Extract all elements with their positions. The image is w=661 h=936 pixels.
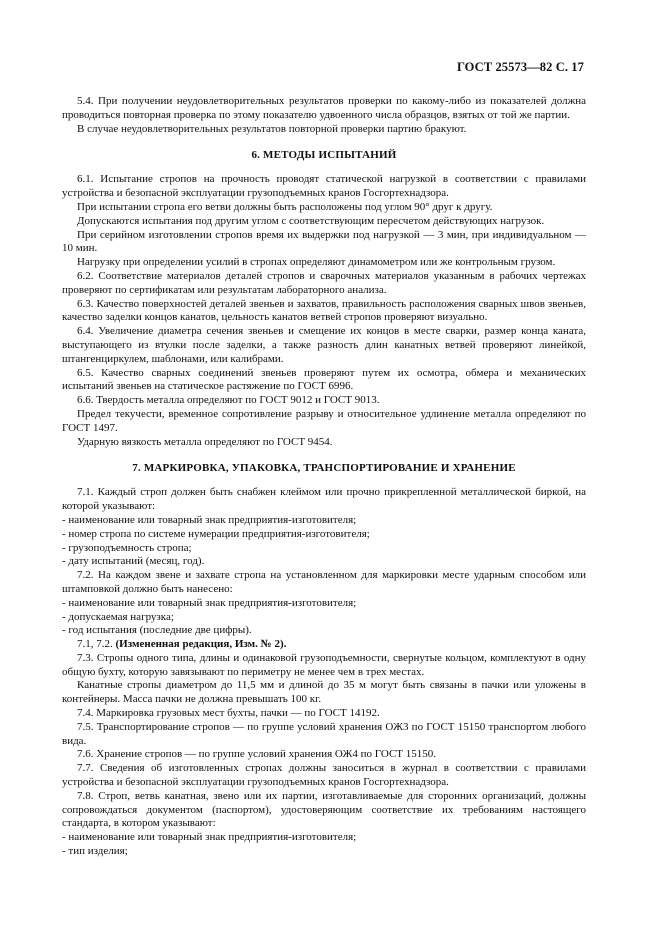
- list-item: - допускаемая нагрузка;: [62, 610, 174, 623]
- paragraph: 7.7. Сведения об изготовленных стропах должны заноситься в журнал в соответствии с правилами устройства и безопасной эксплуатации грузоподъемных кранов Госгортехнадзора.: [62, 762, 586, 789]
- edition-note-paragraph: [62, 638, 586, 652]
- paragraph: 7.2. На каждом звене и захвате стропа на установленном для маркировки месте ударным способом или штамповкой должно быть нанесено:: [62, 569, 586, 595]
- section-5-tail: [62, 95, 586, 136]
- paragraph: 7.1. Каждый строп должен быть снабжен клеймом или прочно прикрепленной металлической биркой, на которой указывают:: [62, 486, 586, 513]
- paragraph: 6.1. Испытание стропов на прочность проводят статической нагрузкой в соответствии с правилами устройства и безопасной эксплуатации грузоподъемных кранов Госгортехнадзора.: [62, 173, 586, 200]
- list-item: - номер стропа по системе нумерации предприятия-изготовителя;: [62, 527, 370, 540]
- section-7-body: [62, 486, 586, 859]
- paragraph: 6.4. Увеличение диаметра сечения звеньев и смещение их концов в месте сварки, размер конца каната, выступающего из втулки после заделки, а также разность длин канатных ветвей проверяют линейкой, штангенциркулем, шаблонами, или калибрами.: [62, 325, 586, 365]
- paragraph: Нагрузку при определении усилий в стропах определяют динамометром или же контрольным грузом.: [77, 256, 556, 269]
- paragraph: При испытании стропа его ветви должны быть расположены под углом 90° друг к другу.: [77, 200, 493, 213]
- section-heading: 7. МАРКИРОВКА, УПАКОВКА, ТРАНСПОРТИРОВАНИЕ И ХРАНЕНИЕ: [132, 462, 516, 475]
- edition-note-prefix: 7.1, 7.2.: [77, 638, 113, 651]
- list-item: - наименование или товарный знак предприятия-изготовителя;: [62, 596, 357, 609]
- list-item: - дату испытаний (месяц, год).: [62, 555, 205, 568]
- paragraph: 6.3. Качество поверхностей деталей звеньев и захватов, правильность расположения сварных швов звеньев, качество заделки концов канатов, цельность канатов ветвей стропов проверяют визуально.: [62, 297, 586, 324]
- paragraph: 6.5. Качество сварных соединений звеньев проверяют путем их осмотра, обмера и механических испытаний звеньев на статическое растяжение по ГОСТ 6996.: [62, 366, 586, 393]
- paragraph: Предел текучести, временное сопротивление разрыву и относительное удлинение металла определяют по ГОСТ 1497.: [62, 407, 586, 434]
- list-item: - грузоподъемность стропа;: [62, 541, 192, 554]
- paragraph: При серийном изготовлении стропов время их выдержки под нагрузкой — 3 мин, при индивидуальном — 10 мин.: [62, 228, 586, 255]
- paragraph: 7.6. Хранение стропов — по группе условий хранения ОЖ4 по ГОСТ 15150.: [77, 748, 437, 761]
- paragraph: Допускаются испытания под другим углом с соответствующим пересчетом действующих нагрузок.: [77, 214, 545, 227]
- paragraph: 7.3. Стропы одного типа, длины и одинаковой грузоподъемности, свернутые кольцом, комплектуют в одну общую бухту, которую завязывают по периметру не менее чем в трех местах.: [62, 651, 586, 678]
- paragraph: 6.2. Соответствие материалов деталей стропов и сварочных материалов указанным в рабочих чертежах проверяют по сертификатам или результатам лабораторного анализа.: [62, 269, 586, 296]
- paragraph: Ударную вязкость металла определяют по ГОСТ 9454.: [77, 435, 333, 448]
- list-item: - тип изделия;: [62, 845, 128, 858]
- page-content: [62, 95, 586, 859]
- list-item: - наименование или товарный знак предприятия-изготовителя;: [62, 513, 357, 526]
- paragraph: 7.8. Строп, ветвь канатная, звено или их партии, изготавливаемые для сторонних организаций, должны сопровождаться документом (паспортом), удостоверяющим соответствие их требованиям настоящего стандарта, в котором указывают:: [62, 789, 586, 830]
- paragraph: В случае неудовлетворительных результатов повторной проверки партию бракуют.: [77, 122, 467, 135]
- section-heading: 6. МЕТОДЫ ИСПЫТАНИЙ: [251, 149, 397, 162]
- paragraph: 7.5. Транспортирование стропов — по группе условий хранения ОЖ3 по ГОСТ 15150 транспортом любого вида.: [62, 720, 586, 747]
- edition-note: (Измененная редакция, Изм. № 2).: [115, 638, 287, 651]
- paragraph: 7.4. Маркировка грузовых мест бухты, пачки — по ГОСТ 14192.: [77, 707, 380, 720]
- list-item: - год испытания (последние две цифры).: [62, 624, 252, 637]
- paragraph: 6.6. Твердость металла определяют по ГОСТ 9012 и ГОСТ 9013.: [77, 394, 380, 407]
- page-header: ГОСТ 25573—82 С. 17: [456, 60, 584, 74]
- list-item: - наименование или товарный знак предприятия-изготовителя;: [62, 831, 357, 844]
- section-6-body: [62, 173, 586, 449]
- paragraph: 5.4. При получении неудовлетворительных результатов проверки по какому-либо из показателей должна проводиться повторная проверка по этому показателю удвоенного числа образцов, взятых от той же партии.: [62, 95, 586, 121]
- paragraph: Канатные стропы диаметром до 11,5 мм и длиной до 35 м могут быть связаны в пачки или уложены в контейнеры. Масса пачки не должна превышать 100 кг.: [62, 679, 586, 706]
